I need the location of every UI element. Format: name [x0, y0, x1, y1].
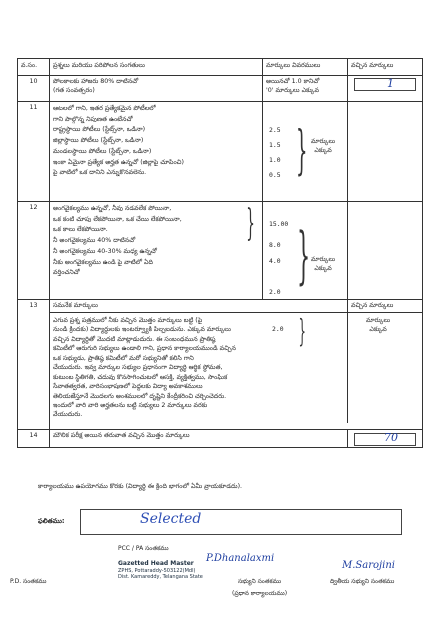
row-14-sno: 14: [18, 430, 50, 448]
header-sno: వ.సం.: [18, 59, 50, 76]
row-11-marks-label: [311, 138, 335, 155]
row-11-value-3: 1.0: [269, 156, 281, 164]
table-row-13: [18, 300, 423, 430]
table-row-12: [18, 202, 423, 300]
table-row-14: [18, 430, 423, 448]
row-12-line-5: నీ అంగవైకల్యము 40-30% మధ్య ఉన్నచో: [53, 247, 157, 255]
row-12-text: [50, 202, 263, 300]
result-box: [80, 509, 402, 535]
row-12-value-3: 4.0: [269, 257, 281, 265]
row-11-value-1: 2.5: [269, 126, 281, 134]
row-14-awarded-cell: [348, 430, 423, 448]
row-13-line-5: ఒక సభ్యుడు, ప్రాతిష్ఠ కమిటీలో మరో సభ్యునితో కలిసి గాని: [53, 354, 194, 362]
row-11-sno: 11: [18, 102, 50, 202]
pcc-signature-label: PCC / PA సంతకము: [118, 545, 169, 552]
row-13-line-10: ఇందులో వారి వారి అర్హతలను బట్టి సభ్యులు 2 మార్కులు వరకు: [53, 401, 208, 409]
pd-signature-label: P.D. సంతకము: [10, 578, 47, 585]
row-13-line-4: కమిటీలో ఆరుగురి సభ్యులు ఉండాలి గాని, ప్రధాన కార్యాలయముండి వచ్చిన: [53, 345, 236, 353]
row-12-marks-label-1: మార్కులు: [311, 256, 336, 263]
table-header-row: [18, 59, 423, 76]
row-14-awarded-value: 70: [384, 431, 398, 444]
second-member-signature-label: ద్వితీయ సభ్యుని సంతకము: [330, 578, 395, 585]
row-13-sno: 13: [18, 300, 50, 430]
header-details: మార్కులు వివరములు: [263, 59, 348, 76]
row-12-detail: [263, 202, 348, 300]
row-10-awarded-value: 1: [387, 77, 394, 90]
row-10-text-line1: పోలకాలకు హాజరు 80% దాటినచో: [53, 78, 139, 85]
member-signature-label: సభ్యుని సంతకము: [238, 578, 282, 585]
stamp-line-3: Dist. Kamareddy, Telangana State: [118, 574, 203, 581]
header-awarded: వచ్చిన మార్కులు: [348, 59, 423, 76]
result-value: Selected: [140, 511, 202, 527]
row-11-awarded-cell: [348, 102, 423, 202]
row-10-text-line2: (గత సంవత్సరం): [53, 86, 95, 94]
row-13-marks-label-2: ఎక్కువ: [369, 325, 387, 333]
row-10-text: [50, 76, 263, 102]
row-12-marks-label: [311, 256, 335, 273]
row-13-line-7: కుటుంబ స్థితిగతి, చదువు కొనసాగించుటలో ఆసక్తి, వ్యక్తిత్వము, సాంఘిక: [53, 373, 228, 381]
row-12-brace: }: [297, 218, 311, 292]
result-label: ఫలితము:: [38, 517, 65, 525]
row-10-sno: 10: [18, 76, 50, 102]
table-row-10: [18, 76, 423, 102]
row-12-line-1: అంగవైకల్యము ఉన్నచో, నీవు నడవలేక పోయినా,: [53, 205, 172, 212]
row-13-line-11: వేయుదురు.: [53, 411, 83, 419]
row-11-marks-label-2: ఎక్కువ: [314, 146, 332, 154]
row-11-line-7: పై వాటిలో ఒక దానిని ఎన్నుకొనవలెను.: [53, 169, 147, 177]
row-11-values: [269, 126, 281, 186]
office-use-note: కార్యాలయము ఉపయోగము కొరకు (విద్యార్థి ఈ క్రింది భాగంలో ఏమీ వ్రాయకూడదు).: [38, 483, 243, 490]
row-11-line-5: మండలస్థాయి పోటీలు (స్టేట్స్‌నా, ఒడినా): [53, 147, 152, 155]
row-13-marks-label: [366, 317, 390, 334]
row-12-line-6: నీకు అంగవైకల్యము ఉండి పై వాటిలో ఏది: [53, 258, 153, 266]
row-13-line-6: చేయుదురు. ఇవ్వ మార్కుల సభ్యుల ప్రధానంగా విద్యార్థి ఆర్థిక స్థోమత,: [53, 364, 223, 372]
row-12-line-3: ఒక కాలు లేకపోయినా.: [53, 226, 108, 234]
row-10-detail: [263, 76, 348, 102]
row-13-brace: }: [298, 313, 306, 350]
row-12-value-4: 2.0: [269, 288, 281, 296]
row-13-title-bar: [50, 300, 422, 313]
header-items: ప్రశ్నలు మరియు పరిపోలన సంగతులు: [50, 59, 263, 76]
row-12-line-7: వర్తించనిచో: [53, 269, 80, 277]
row-13-content: [50, 300, 423, 430]
row-12-line-4: నీ అంగవైకల్యము 40% దాటినచో: [53, 237, 136, 245]
stamp-title: Gazetted Head Master: [118, 560, 194, 567]
row-12-value-2: 8.0: [269, 241, 281, 249]
row-10-awarded-cell: [348, 76, 423, 102]
marks-table: [17, 58, 423, 448]
row-13-value: 2.0: [272, 325, 284, 333]
row-12-text-brace: }: [246, 202, 255, 245]
signature-member-2: M.Sarojini: [342, 560, 395, 571]
row-11-line-6: ఇంకా ఏమైనా ప్రత్యేక అర్హత ఉన్నచో (జిల్లాపై చూపించి): [53, 158, 184, 166]
row-11-line-3: రాష్ట్రస్థాయి పోటీలు (స్టేట్స్‌నా, ఒడినా): [53, 126, 146, 134]
row-12-sno: 12: [18, 202, 50, 300]
row-13-line-1: ఎగువ ప్రశ్న పత్రములో నీకు వచ్చిన మొత్తం మార్కులు బట్టి (పై: [53, 317, 203, 324]
row-10-awarded-box: [354, 78, 416, 91]
row-13-body: [50, 313, 422, 423]
row-13-line-2: నుండి క్రిందకు) విద్యార్థులకు ఇంటర్వ్యూకి పిల్చబడును. ఎక్కువ మార్కులు: [53, 326, 231, 334]
row-11-text: [50, 102, 263, 202]
row-12-marks-label-2: ఎక్కువ: [314, 264, 332, 272]
row-12-value-1: 15.00: [269, 220, 289, 228]
row-13-line-3: వచ్చిన విద్యార్థితో మొదటి మాట్లాడుదురు. ఈ సంబంధమున ప్రాతిష్ఠ: [53, 335, 216, 343]
row-10-detail-line1: అయినచో 1.0 కానిచో: [266, 78, 320, 85]
row-12-awarded-cell: [348, 202, 423, 300]
row-11-detail: [263, 102, 348, 202]
row-13-marks-label-1: మార్కులు: [366, 317, 391, 324]
row-11-brace: }: [295, 121, 308, 181]
row-11-value-2: 1.5: [269, 141, 281, 149]
row-11-marks-label-1: మార్కులు: [311, 138, 336, 145]
table-row-11: [18, 102, 423, 202]
row-11-line-4: జిల్లాస్థాయి పోటీలు (స్టేట్స్‌నా, ఒడినా): [53, 137, 144, 145]
row-11-value-4: 0.5: [269, 171, 281, 179]
row-12-line-2: ఒక కంటి చూపు లేకపోయినా, ఒక చేయి లేకపోయినా,: [53, 215, 182, 223]
row-13-marks-area: [272, 313, 422, 423]
row-11-line-1: ఆటలలో గాని, ఇతర ప్రత్యేకమైన పోటీలలో: [53, 105, 156, 112]
row-13-line-8: సేవాతత్వరత, వారిసంభాషణలో పెద్దలకు విద్యా అవకాశములు: [53, 383, 203, 391]
row-13-line-9: తెలియజేస్తూనే మొదలగు అంశములలో దృష్టిని కేంద్రీకరించి చర్చించెదరు.: [53, 392, 227, 400]
row-14-text: మౌలిక పరీక్ష అయిన తరువాత వచ్చిన మొత్తం మార్కులు: [50, 430, 348, 448]
stamp-line-2: ZPHS, Pottaraddy-503122(Mdl): [118, 567, 196, 574]
headmaster-stamp: [118, 560, 204, 610]
head-office-label: (ప్రధాన కార్యాలయము): [232, 590, 288, 597]
row-13-title: సమనేక మార్కులు: [50, 300, 348, 312]
row-10-detail-line2: '0' మార్కులు ఎక్కువ: [266, 86, 319, 94]
signature-member-1: P.Dhanalaxmi: [206, 553, 275, 564]
row-13-awarded-header: వచ్చిన మార్కులు: [351, 302, 394, 309]
row-11-line-2: గాని పాల్గొన్న నిపుణత ఉంటేనచో: [53, 115, 133, 123]
